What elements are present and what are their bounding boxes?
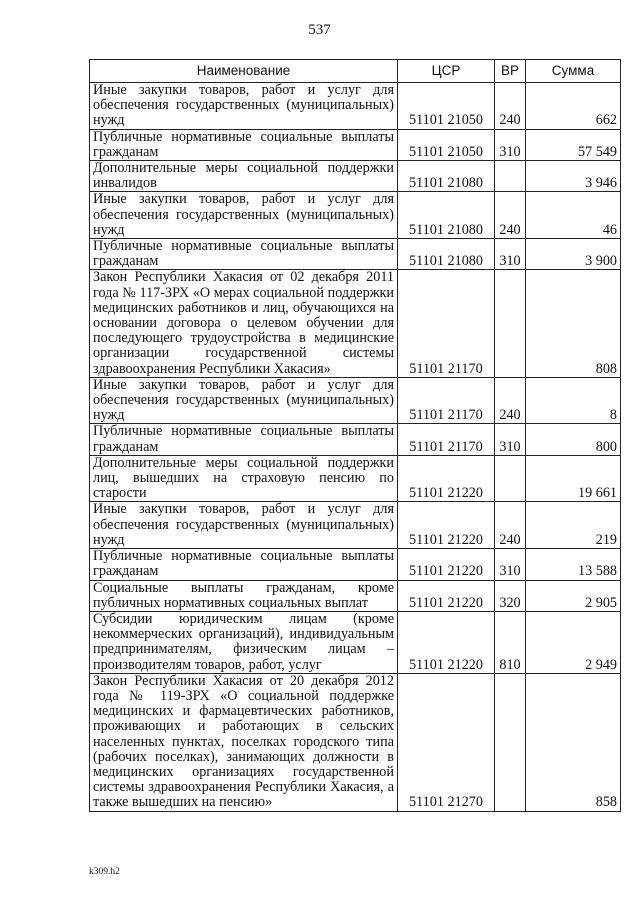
row-vr: 240 [495, 83, 526, 130]
table-row [90, 161, 621, 192]
row-csr: 51101 21170 [398, 377, 495, 424]
row-vr: 810 [495, 611, 526, 673]
row-sum: 858 [526, 673, 621, 811]
page-number: 537 [308, 22, 331, 38]
row-csr: 51101 21220 [398, 455, 495, 502]
table-row [90, 192, 621, 239]
row-vr: 310 [495, 424, 526, 455]
row-vr [495, 161, 526, 192]
row-sum: 3 900 [526, 239, 621, 270]
row-name: Закон Республики Хакасия от 02 декабря 2011 года № 117-ЗРХ «О мерах социальной поддержки медицинских работников и лиц, обучающихся на основании договора о целевом обучении для последующего трудоустройства в медицинские организации государственной системы здравоохранения Республики Хакасия» [90, 270, 398, 377]
table-header [90, 60, 621, 83]
table-row [90, 673, 621, 811]
table-row [90, 239, 621, 270]
row-name: Социальные выплаты гражданам, кроме публичных нормативных социальных выплат [90, 580, 398, 611]
row-sum: 2 905 [526, 580, 621, 611]
row-vr: 320 [495, 580, 526, 611]
row-name: Субсидии юридическим лицам (кроме некоммерческих организаций), индивидуальным предпринимателям, физическим лицам – производителям товаров, работ, услуг [90, 611, 398, 673]
row-csr: 51101 21270 [398, 673, 495, 811]
row-vr [495, 673, 526, 811]
header-sum: Сумма [526, 60, 621, 83]
row-sum: 219 [526, 502, 621, 549]
header-name: Наименование [90, 60, 398, 83]
row-csr: 51101 21220 [398, 502, 495, 549]
row-sum: 800 [526, 424, 621, 455]
row-csr: 51101 21050 [398, 83, 495, 130]
row-csr: 51101 21220 [398, 611, 495, 673]
header-csr: ЦСР [398, 60, 495, 83]
row-csr: 51101 21170 [398, 270, 495, 377]
row-csr: 51101 21080 [398, 161, 495, 192]
row-csr: 51101 21080 [398, 239, 495, 270]
header-row [90, 60, 621, 83]
table-row [90, 502, 621, 549]
table-row [90, 129, 621, 160]
row-name: Иные закупки товаров, работ и услуг для обеспечения государственных (муниципальных) нужд [90, 83, 398, 130]
row-name: Иные закупки товаров, работ и услуг для обеспечения государственных (муниципальных) нужд [90, 502, 398, 549]
row-sum: 19 661 [526, 455, 621, 502]
row-name: Публичные нормативные социальные выплаты гражданам [90, 549, 398, 580]
table-row [90, 424, 621, 455]
budget-table [89, 59, 621, 812]
row-vr: 310 [495, 239, 526, 270]
table-row [90, 377, 621, 424]
table-row [90, 580, 621, 611]
table-row [90, 549, 621, 580]
table-row [90, 611, 621, 673]
table-body [90, 83, 621, 812]
row-vr: 310 [495, 549, 526, 580]
row-name: Публичные нормативные социальные выплаты гражданам [90, 424, 398, 455]
row-vr [495, 270, 526, 377]
row-vr: 240 [495, 377, 526, 424]
row-csr: 51101 21050 [398, 129, 495, 160]
row-sum: 8 [526, 377, 621, 424]
row-name: Иные закупки товаров, работ и услуг для обеспечения государственных (муниципальных) нужд [90, 192, 398, 239]
row-name: Закон Республики Хакасия от 20 декабря 2012 года № 119-ЗРХ «О социальной поддержке медицинских и фармацевтических работников, проживающих и работающих в сельских населенных пунктах, поселках городского типа (рабочих поселках), занимающих должности в медицинских организациях государственной системы здравоохранения Республики Хакасия, а также вышедших на пенсию» [90, 673, 398, 811]
row-sum: 2 949 [526, 611, 621, 673]
row-vr: 240 [495, 192, 526, 239]
table-row [90, 270, 621, 377]
row-csr: 51101 21080 [398, 192, 495, 239]
row-sum: 808 [526, 270, 621, 377]
row-name: Иные закупки товаров, работ и услуг для обеспечения государственных (муниципальных) нужд [90, 377, 398, 424]
row-vr [495, 455, 526, 502]
row-name: Дополнительные меры социальной поддержки инвалидов [90, 161, 398, 192]
row-name: Публичные нормативные социальные выплаты гражданам [90, 129, 398, 160]
table-row [90, 455, 621, 502]
row-name: Публичные нормативные социальные выплаты гражданам [90, 239, 398, 270]
row-sum: 13 588 [526, 549, 621, 580]
row-sum: 57 549 [526, 129, 621, 160]
row-csr: 51101 21220 [398, 549, 495, 580]
row-vr: 240 [495, 502, 526, 549]
header-vr: ВР [495, 60, 526, 83]
row-sum: 3 946 [526, 161, 621, 192]
row-sum: 662 [526, 83, 621, 130]
row-csr: 51101 21220 [398, 580, 495, 611]
row-sum: 46 [526, 192, 621, 239]
table-row [90, 83, 621, 130]
row-vr: 310 [495, 129, 526, 160]
row-csr: 51101 21170 [398, 424, 495, 455]
footer-document-code: k309.h2 [89, 867, 120, 877]
row-name: Дополнительные меры социальной поддержки лиц, вышедших на страховую пенсию по старости [90, 455, 398, 502]
